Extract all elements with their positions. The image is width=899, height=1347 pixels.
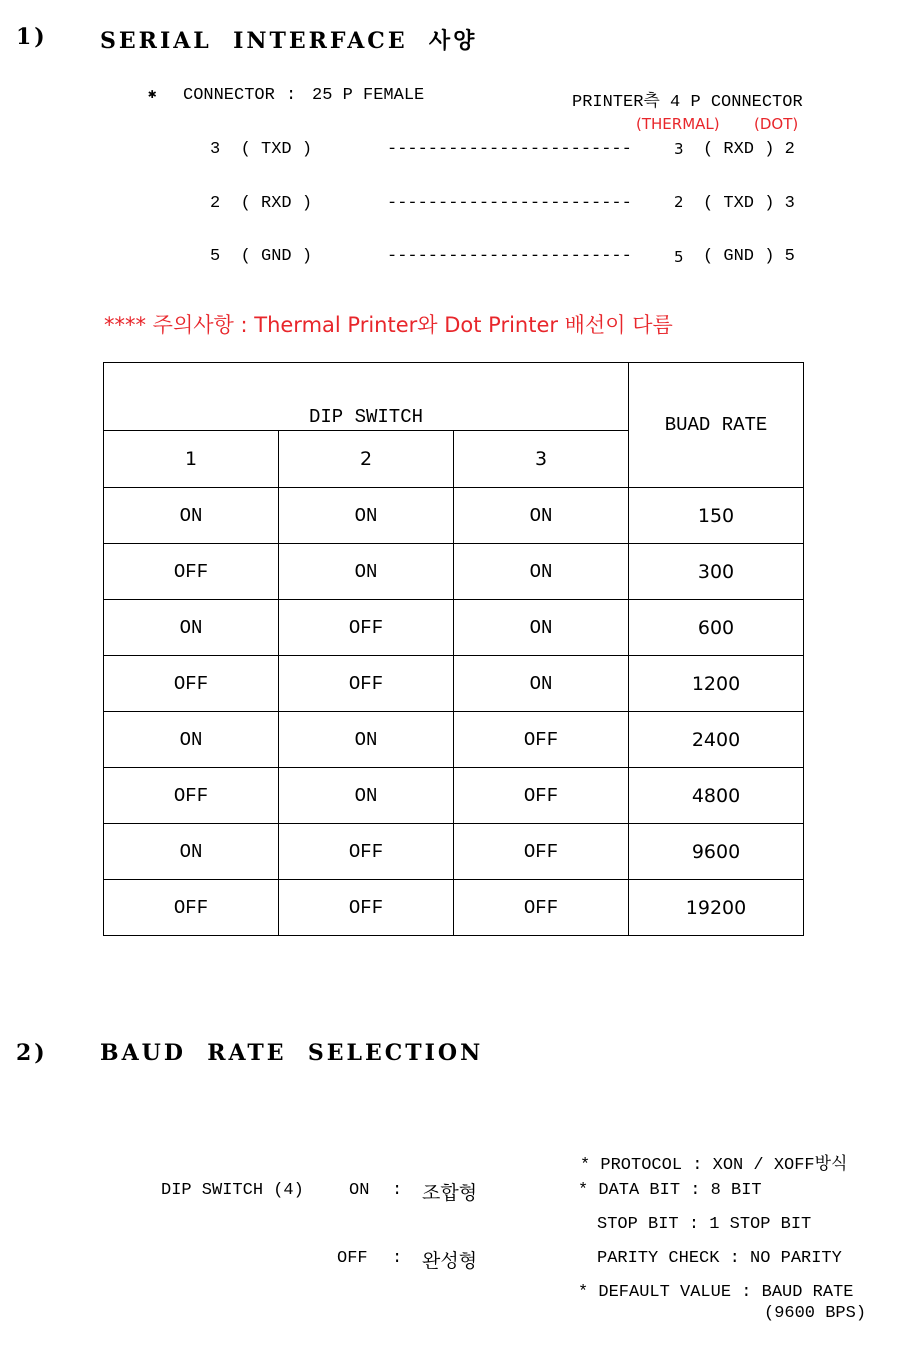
pin-thermal: 2 xyxy=(674,193,684,211)
table-cell: OFF xyxy=(104,880,279,936)
dip-switch-header: DIP SWITCH xyxy=(104,363,629,431)
table-row xyxy=(104,600,804,656)
table-cell: OFF xyxy=(279,824,454,880)
data-bit-line: * DATA BIT : 8 BIT xyxy=(578,1181,762,1200)
table-cell: 600 xyxy=(629,600,804,656)
pin-left: 2 ( RXD ) xyxy=(210,194,313,213)
col-header: 2 xyxy=(279,431,454,488)
pin-thermal: 5 xyxy=(674,248,684,266)
dip-switch-table xyxy=(103,362,804,936)
baud-rate-header: BUAD RATE xyxy=(629,363,804,488)
pin-right: ( GND ) 5 xyxy=(703,247,795,266)
on-sep: : xyxy=(392,1181,403,1200)
table-cell: OFF xyxy=(104,768,279,824)
table-cell: ON xyxy=(104,488,279,544)
table-row xyxy=(104,880,804,936)
table-row xyxy=(104,544,804,600)
pin-right: ( TXD ) 3 xyxy=(703,194,795,213)
table-cell: ON xyxy=(279,544,454,600)
thermal-label: (THERMAL) xyxy=(636,115,720,133)
table-cell: ON xyxy=(279,768,454,824)
table-cell: ON xyxy=(279,712,454,768)
table-cell: ON xyxy=(104,824,279,880)
table-cell: 300 xyxy=(629,544,804,600)
pin-thermal: 3 xyxy=(674,140,684,158)
connector-sep: : xyxy=(286,86,297,105)
table-cell: OFF xyxy=(454,768,629,824)
table-cell: 19200 xyxy=(629,880,804,936)
table-cell: 150 xyxy=(629,488,804,544)
section2-number: 2) xyxy=(16,1040,48,1066)
stop-bit-line: STOP BIT : 1 STOP BIT xyxy=(597,1215,812,1234)
table-cell: OFF xyxy=(279,880,454,936)
col-header: 3 xyxy=(454,431,629,488)
table-row xyxy=(104,824,804,880)
table-cell: ON xyxy=(454,544,629,600)
pin-dash: ------------------------ xyxy=(387,194,632,213)
dot-label: (DOT) xyxy=(754,115,799,133)
table-cell: 4800 xyxy=(629,768,804,824)
section1-title: SERIAL INTERFACE 사양 xyxy=(100,28,478,54)
table-row xyxy=(104,488,804,544)
table-row xyxy=(104,768,804,824)
table-cell: OFF xyxy=(104,544,279,600)
table-cell: ON xyxy=(454,600,629,656)
off-label: OFF xyxy=(337,1249,368,1268)
connector-label: CONNECTOR xyxy=(183,86,275,105)
col-header: 1 xyxy=(104,431,279,488)
dip-switch-4-label: DIP SWITCH (4) xyxy=(161,1181,304,1200)
connector-value: 25 P FEMALE xyxy=(312,86,425,105)
table-cell: OFF xyxy=(279,656,454,712)
default-value-line: * DEFAULT VALUE : BAUD RATE xyxy=(578,1283,854,1302)
table-cell: OFF xyxy=(279,600,454,656)
table-cell: OFF xyxy=(454,712,629,768)
pin-dash: ------------------------ xyxy=(387,247,632,266)
table-cell: ON xyxy=(104,712,279,768)
off-sep: : xyxy=(392,1249,403,1268)
caution-note: **** 주의사항 : Thermal Printer와 Dot Printer 배선이 다름 xyxy=(104,313,673,337)
table-cell: 2400 xyxy=(629,712,804,768)
default-bps: (9600 BPS) xyxy=(764,1304,867,1323)
table-cell: ON xyxy=(104,600,279,656)
table-cell: 9600 xyxy=(629,824,804,880)
pin-left: 5 ( GND ) xyxy=(210,247,313,266)
protocol-line: * PROTOCOL : XON / XOFF방식 xyxy=(580,1156,848,1175)
table-row xyxy=(104,656,804,712)
section1-number: 1) xyxy=(16,24,48,50)
bullet-icon: ✱ xyxy=(148,87,157,103)
table-cell: ON xyxy=(454,656,629,712)
on-label: ON xyxy=(349,1181,370,1200)
table-cell: OFF xyxy=(454,880,629,936)
off-mode: 완성형 xyxy=(422,1250,478,1272)
pin-left: 3 ( TXD ) xyxy=(210,140,313,159)
on-mode: 조합형 xyxy=(422,1182,478,1204)
pin-right: ( RXD ) 2 xyxy=(703,140,795,159)
parity-line: PARITY CHECK : NO PARITY xyxy=(597,1249,842,1268)
pin-dash: ------------------------ xyxy=(387,140,632,159)
table-cell: OFF xyxy=(104,656,279,712)
table-cell: ON xyxy=(454,488,629,544)
table-cell: ON xyxy=(279,488,454,544)
table-cell: 1200 xyxy=(629,656,804,712)
table-row xyxy=(104,712,804,768)
table-cell: OFF xyxy=(454,824,629,880)
printer-connector-label: PRINTER측 4 P CONNECTOR xyxy=(572,93,803,112)
table-header-row xyxy=(104,363,804,431)
section2-title: BAUD RATE SELECTION xyxy=(100,1040,484,1066)
